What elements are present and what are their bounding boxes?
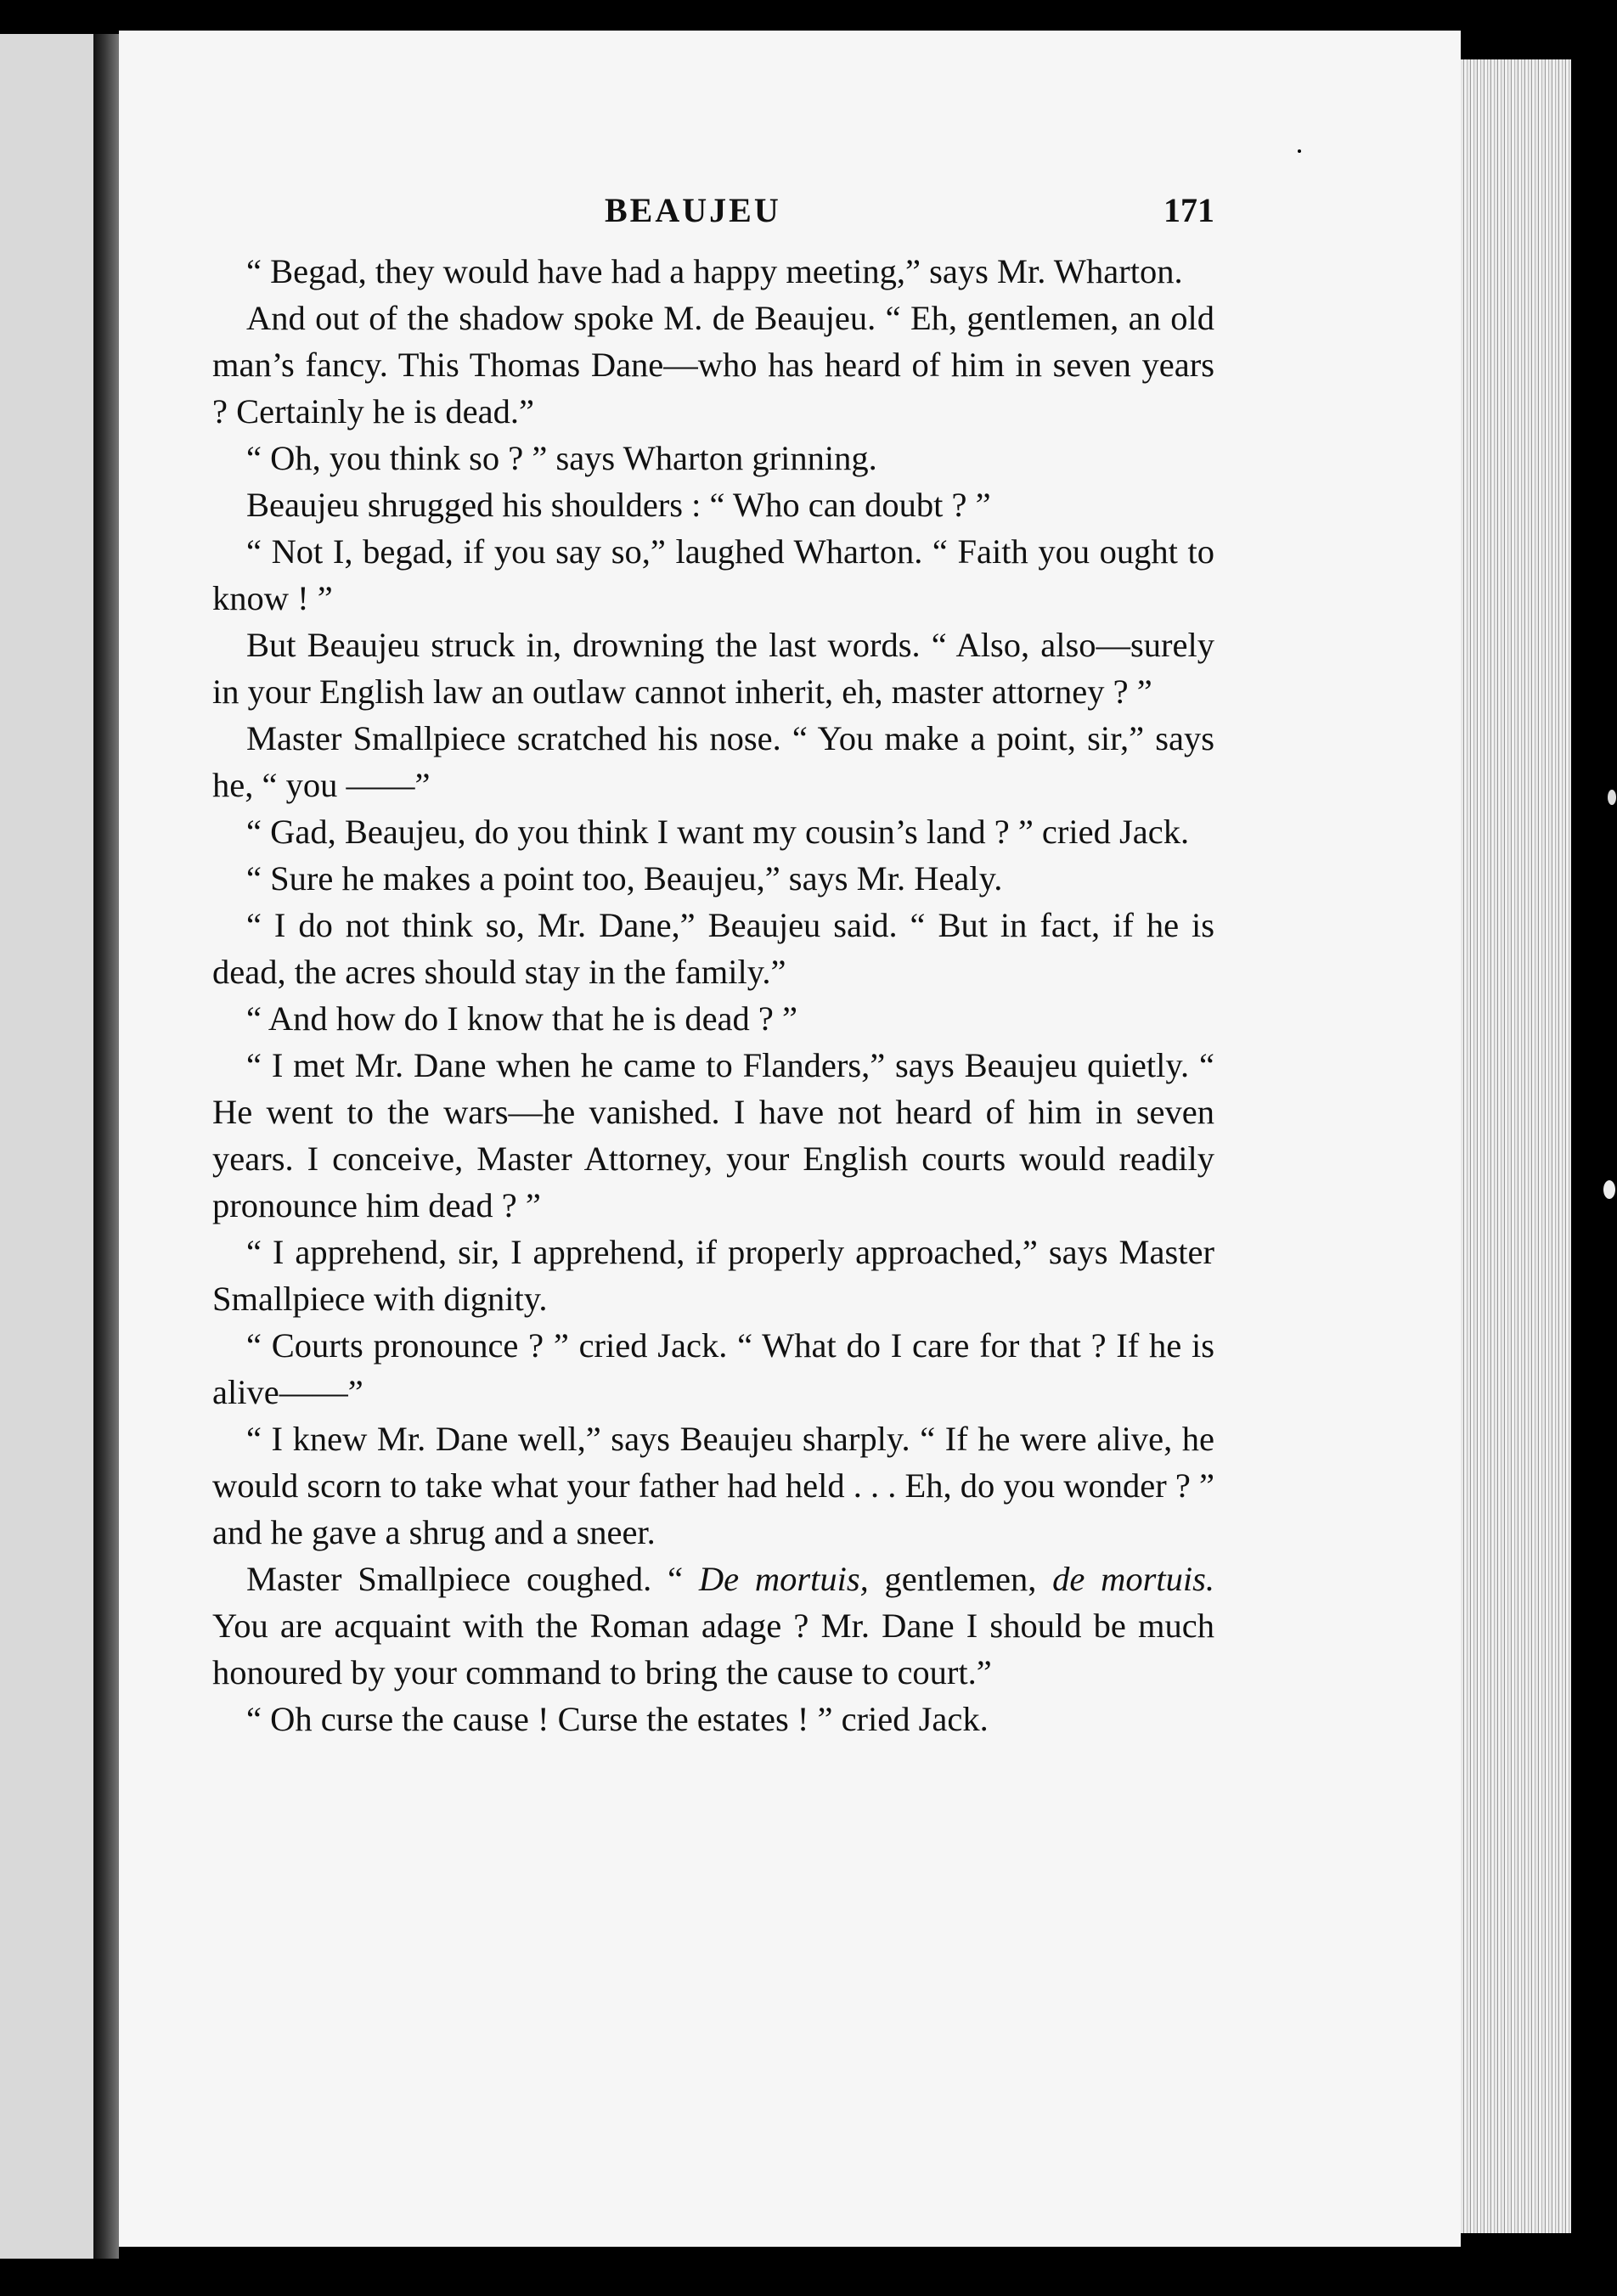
paragraph: “ I met Mr. Dane when he came to Flanders,” says Beaujeu quietly. “ He went to the wars—he vanished. I have not heard of him in seven years. I conceive, Master Attorney, your English courts would readily pronounce him dead ? ” [212,1046,1214,1224]
paragraph [212,1556,1214,1696]
page-number: 171 [1163,191,1214,229]
dust-speck [1608,790,1616,805]
running-title: BEAUJEU [605,191,781,229]
page-block-edges [1461,59,1571,2233]
paragraph: “ Courts pronounce ? ” cried Jack. “ What do I care for that ? If he is alive——” [212,1326,1214,1411]
paragraph: Beaujeu shrugged his shoulders : “ Who can doubt ? ” [246,486,991,524]
text-run: Master Smallpiece coughed. “ [246,1560,699,1598]
text-run: You are acquaint with the Roman adage ? Mr. Dane I should be much honoured by your command to bring the cause to court.” [212,1607,1214,1691]
corner-scratch-mark [1385,2,1405,27]
paragraph: “ Not I, begad, if you say so,” laughed Wharton. “ Faith you ought to know ! ” [212,532,1214,617]
dust-speck [1298,149,1301,153]
italic-latin-phrase: de mortuis. [1052,1560,1215,1598]
paragraph: “ Oh, you think so ? ” says Wharton grinning. [246,439,877,477]
running-head [212,190,1214,246]
italic-latin-phrase: De mortuis, [698,1560,869,1598]
book-gutter [93,34,119,2259]
paragraph: “ I knew Mr. Dane well,” says Beaujeu sharply. “ If he were alive, he would scorn to take what your father had held . . . Eh, do you wonder ? ” and he gave a shrug and a sneer. [212,1420,1214,1551]
paragraph: “ I apprehend, sir, I apprehend, if properly approached,” says Master Smallpiece with dignity. [212,1233,1214,1318]
paragraph: “ Oh curse the cause ! Curse the estates ! ” cried Jack. [246,1700,989,1738]
paragraph: “ Gad, Beaujeu, do you think I want my cousin’s land ? ” cried Jack. [246,813,1190,851]
facing-page-edge [0,34,100,2259]
paragraph: “ Begad, they would have had a happy meeting,” says Mr. Wharton. [246,252,1183,290]
paragraph: “ Sure he makes a point too, Beaujeu,” says Mr. Healy. [246,859,1003,898]
paragraph: “ I do not think so, Mr. Dane,” Beaujeu said. “ But in fact, if he is dead, the acres should stay in the family.” [212,906,1214,991]
page-text [212,190,1214,1742]
dust-speck [1603,1180,1615,1199]
paragraph: Master Smallpiece scratched his nose. “ You make a point, sir,” says he, “ you ——” [212,719,1214,804]
paragraph: But Beaujeu struck in, drowning the last words. “ Also, also—surely in your English law an outlaw cannot inherit, eh, master attorney ? ” [212,626,1214,711]
paragraph: “ And how do I know that he is dead ? ” [246,999,797,1038]
paragraph: And out of the shadow spoke M. de Beaujeu. “ Eh, gentlemen, an old man’s fancy. This Thomas Dane—who has heard of him in seven years ? Certainly he is dead.” [212,299,1214,430]
text-run: gentlemen, [868,1560,1053,1598]
